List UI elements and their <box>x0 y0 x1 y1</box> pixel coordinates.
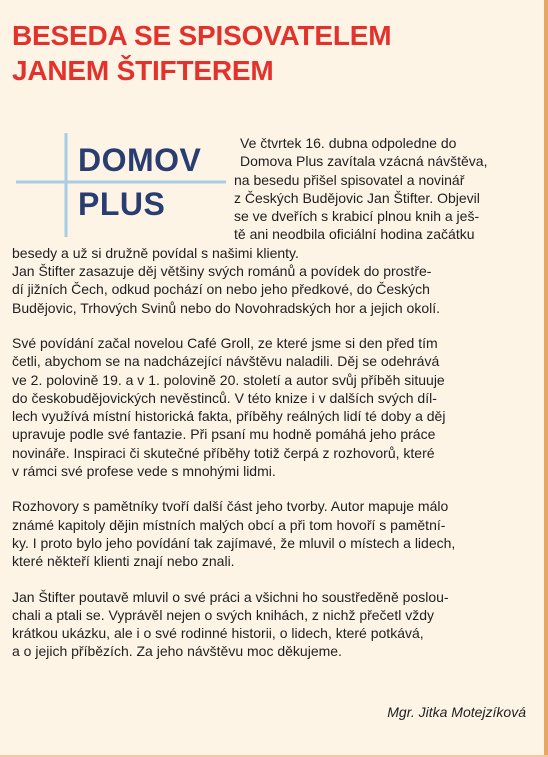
text-line: krátkou ukázku, ale i o své rodinné historii, o lidech, které potkává, <box>12 625 424 642</box>
page-edge-stripe <box>544 0 548 757</box>
text-line: do českobudějovických nevěstinců. V této knize i v dalších svých díl- <box>12 389 437 406</box>
article-title-line-1: BESEDA SE SPISOVATELEM <box>12 20 392 51</box>
logo-text-plus: PLUS <box>78 186 166 222</box>
author-signature: Mgr. Jitka Motejzíková <box>387 704 526 720</box>
text-line: Rozhovory s pamětníky tvoří další část jeho tvorby. Autor mapuje málo <box>12 498 449 515</box>
text-line: ve 2. polovině 19. a v 1. polovině 20. století a autor svůj příběh situuje <box>12 371 445 388</box>
article-title-line-2: JANEM ŠTIFTEREM <box>12 55 274 86</box>
article-title <box>12 18 532 88</box>
text-line: Ve čtvrtek 16. dubna odpoledne do <box>240 135 457 151</box>
article-body <box>12 134 536 661</box>
text-line: na besedu přišel spisovatel a novinář <box>234 171 465 188</box>
text-line: lech využívá místní historická fakta, příběhy reálných lidí té doby a děj <box>12 408 446 425</box>
text-line: dí jižních Čech, odkud pochází on nebo jeho předkové, do Českých <box>12 281 430 298</box>
text-line: chali a ptali se. Vyprávěl nejen o svých knihách, z nichž přečetl vždy <box>12 606 435 623</box>
text-line: které někteří klienti znají nebo znali. <box>12 553 235 570</box>
text-line: Budějovic, Trhových Svinů nebo do Novohradských hor a jejich okolí. <box>12 299 441 316</box>
text-line: v rámci své profese vede s mnohými lidmi. <box>12 463 276 480</box>
paragraph-gap <box>12 480 536 497</box>
text-line: tě ani neodbila oficiální hodina začátku <box>234 226 475 243</box>
text-line: četli, abychom se na nadcházející návštěvu naladili. Děj se odehrává <box>12 353 440 370</box>
logo-text-domov: DOMOV <box>78 142 202 178</box>
text-line: Své povídání začal novelou Café Groll, ze které jsme si den před tím <box>12 334 438 351</box>
text-line: se ve dveřích s krabicí plnou knih a ješ- <box>234 208 480 225</box>
text-line: a o jejich příbězích. Za jeho návštěvu moc děkujeme. <box>12 643 342 660</box>
text-line: Jan Štifter poutavě mluvil o své práci a všichni ho soustředěně poslou- <box>12 588 449 605</box>
text-line: z Českých Budějovic Jan Štifter. Objevil <box>234 189 480 206</box>
text-line: besedy a už si družně povídal s našimi klienty. <box>12 244 299 261</box>
text-line: známé kapitoly dějin místních malých obcí a při tom hovoří s pamětní- <box>12 516 446 533</box>
paragraph-gap <box>12 317 536 334</box>
text-line: Jan Štifter zasazuje děj většiny svých románů a povídek do prostře- <box>12 263 432 280</box>
text-line: upravuje podle své fantazie. Při psaní mu hodně pomáhá jeho práce <box>12 426 436 443</box>
text-line: ky. I proto bylo jeho povídání tak zajímavé, že mluvil o místech a lidech, <box>12 534 456 551</box>
text-line: Domova Plus zavítala vzácná návštěva, <box>240 153 488 170</box>
text-line: novináře. Inspiraci či skutečné příběhy totiž čerpá z rozhovorů, které <box>12 444 435 461</box>
paragraph-gap <box>12 571 536 588</box>
